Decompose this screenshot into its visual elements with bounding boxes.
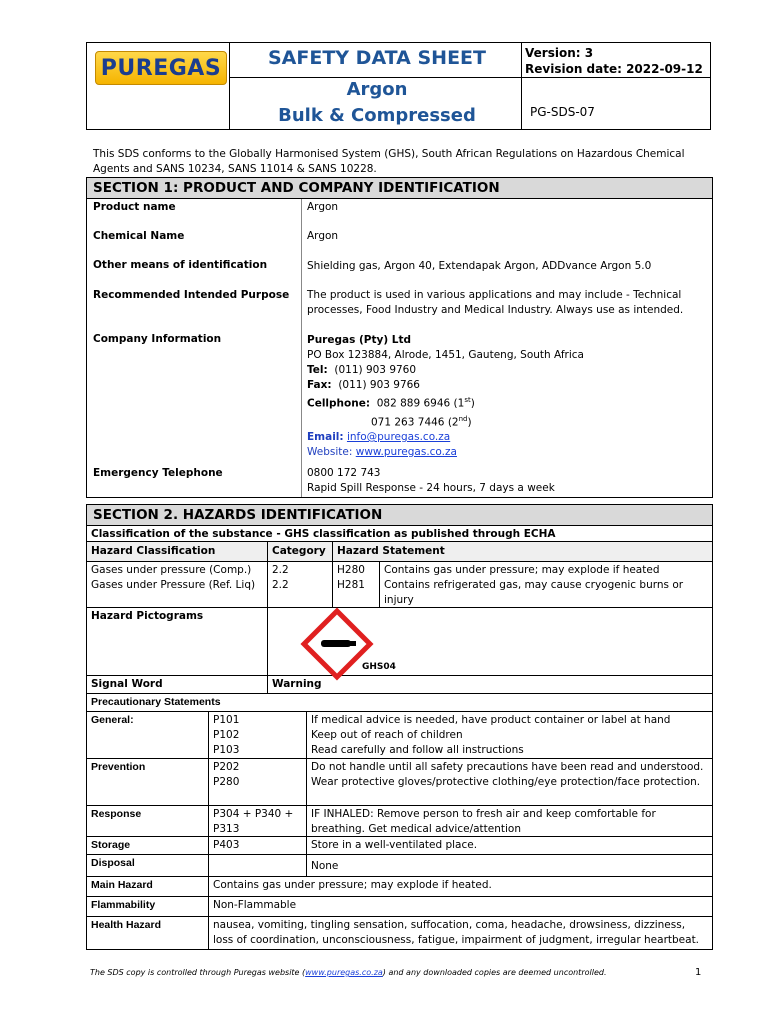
company-information — [307, 333, 707, 460]
col-header-category: Category — [268, 542, 333, 562]
document-title: SAFETY DATA SHEET — [268, 47, 486, 69]
footer-website-link[interactable]: www.puregas.co.za — [305, 968, 383, 977]
label-main-hazard: Main Hazard — [87, 877, 209, 897]
section-1 — [86, 177, 713, 498]
page-number: 1 — [695, 967, 702, 978]
precaution-group-storage: Storage — [87, 837, 209, 855]
precaution-codes-prevention: P202 P280 — [209, 759, 307, 806]
header-divider — [521, 43, 522, 129]
company-website: Website: www.puregas.co.za — [307, 446, 457, 458]
flammability: Non-Flammable — [209, 897, 712, 917]
version: Version: 3 — [525, 46, 594, 60]
precaution-texts-general: If medical advice is needed, have product container or label at hand Keep out of reach of children Read carefully and follow all instructions — [307, 712, 712, 759]
value-product-name: Argon — [307, 201, 339, 213]
header-divider — [229, 43, 230, 129]
label-flammability: Flammability — [87, 897, 209, 917]
label-intended-purpose: Recommended Intended Purpose — [93, 289, 290, 301]
health-hazard: nausea, vomiting, tingling sensation, suffocation, coma, headache, drowsiness, dizziness, loss of coordination, unconsciousness, fatigue, impairment of judgment, irregular heartbeat. — [213, 919, 700, 946]
col-header-statement: Hazard Statement — [333, 542, 712, 562]
website-link[interactable]: www.puregas.co.za — [355, 446, 457, 458]
label-emergency-telephone: Emergency Telephone — [93, 467, 223, 479]
conformance-statement: This SDS conforms to the Globally Harmonised System (GHS), South African Regulations on Hazardous Chemical Agents and SANS 10234, SANS 11014 & SANS 10228. — [93, 148, 685, 175]
company-email: Email: info@puregas.co.za — [307, 431, 451, 443]
product-title: Argon Bulk & Compressed — [278, 79, 476, 126]
precaution-group-prevention: Prevention — [87, 759, 209, 806]
pictogram-cell — [268, 608, 712, 676]
company-cellphone: Cellphone: 082 889 6946 (1st) — [307, 396, 475, 410]
precaution-texts-response: IF INHALED: Remove person to fresh air and keep comfortable for breathing. Get medical advice/attention — [307, 806, 712, 837]
company-cellphone-2: 071 263 7446 (2nd) — [371, 414, 472, 428]
hazard-classes: Gases under pressure (Comp.) Gases under Pressure (Ref. Liq) — [87, 562, 268, 608]
emergency-telephone: 0800 172 743 Rapid Spill Response - 24 hours, 7 days a week — [307, 467, 555, 494]
precaution-texts-disposal: None — [307, 855, 712, 877]
company-tel: Tel: (011) 903 9760 — [307, 364, 417, 376]
precaution-group-response: Response — [87, 806, 209, 837]
pictogram-code: GHS04 — [362, 662, 396, 672]
hazard-statements: Contains gas under pressure; may explode if heated Contains refrigerated gas, may cause cryogenic burns or injury — [380, 562, 712, 608]
precaution-codes-storage: P403 — [209, 837, 307, 855]
label-health-hazard: Health Hazard — [87, 917, 209, 949]
email-link[interactable]: info@puregas.co.za — [346, 431, 451, 443]
company-address: PO Box 123884, Alrode, 1451, Gauteng, South Africa — [307, 349, 584, 361]
signal-word: Warning — [268, 676, 712, 694]
document-id: PG-SDS-07 — [530, 105, 595, 119]
footer-note: The SDS copy is controlled through Puregas website (www.puregas.co.za) and any downloaded copies are deemed uncontrolled. — [90, 968, 607, 977]
hazard-categories: 2.2 2.2 — [268, 562, 333, 608]
value-intended-purpose: The product is used in various applications and may include - Technical processes, Food Industry and Medical Industry. Always use as intended. — [307, 289, 684, 316]
section-2-title: SECTION 2. HAZARDS IDENTIFICATION — [87, 505, 712, 526]
classification-note: Classification of the substance - GHS classification as published through ECHA — [87, 526, 712, 542]
section-1-title: SECTION 1: PRODUCT AND COMPANY IDENTIFICATION — [87, 178, 712, 199]
revision-date: Revision date: 2022-09-12 — [525, 62, 703, 76]
company-name: Puregas (Pty) Ltd — [307, 334, 412, 346]
label-product-name: Product name — [93, 201, 176, 213]
main-hazard: Contains gas under pressure; may explode if heated. — [209, 877, 712, 897]
label-chemical-name: Chemical Name — [93, 230, 185, 242]
company-fax: Fax: (011) 903 9766 — [307, 379, 420, 391]
label-hazard-pictograms: Hazard Pictograms — [87, 608, 268, 676]
label-signal-word: Signal Word — [87, 676, 268, 694]
document-header — [86, 42, 711, 130]
company-logo: PUREGAS — [95, 51, 227, 85]
value-chemical-name: Argon — [307, 230, 339, 242]
hazard-codes: H280 H281 — [333, 562, 380, 608]
section-2 — [86, 504, 713, 950]
column-divider — [301, 199, 302, 497]
label-precautionary-statements: Precautionary Statements — [87, 694, 712, 712]
version-info — [525, 45, 703, 77]
col-header-classification: Hazard Classification — [87, 542, 268, 562]
precaution-texts-storage: Store in a well-ventilated place. — [307, 837, 712, 855]
label-company-information: Company Information — [93, 333, 222, 345]
precaution-group-disposal: Disposal — [87, 855, 209, 877]
precaution-codes-response: P304 + P340 + P313 — [209, 806, 307, 837]
value-other-identification: Shielding gas, Argon 40, Extendapak Argon, ADDvance Argon 5.0 — [307, 260, 652, 272]
precaution-codes-general: P101 P102 P103 — [209, 712, 307, 759]
precaution-codes-disposal — [209, 855, 307, 877]
precaution-group-general: General: — [87, 712, 209, 759]
label-other-identification: Other means of identification — [93, 259, 268, 271]
precaution-texts-prevention: Do not handle until all safety precautions have been read and understood. Wear protective gloves/protective clothing/eye protection/face protection. — [307, 759, 712, 806]
